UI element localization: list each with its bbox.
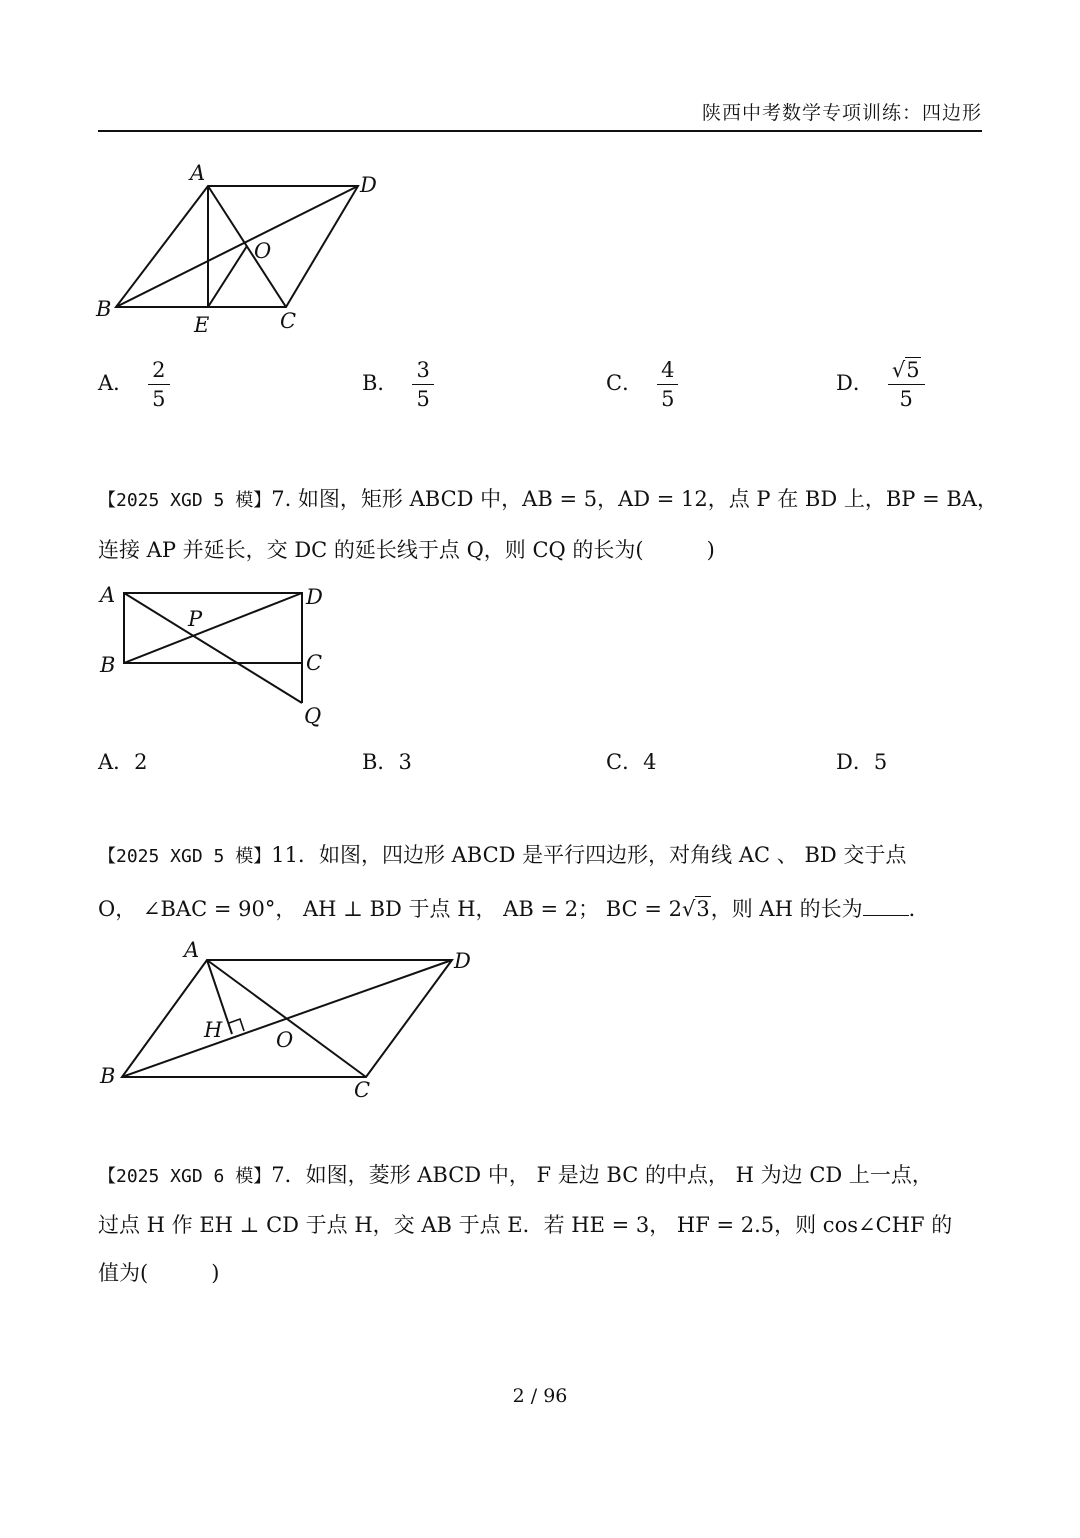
label-d: D [360,173,377,197]
question-7b-line1: 【2025 XGD 6 模】7．如图，菱形 ABCD 中， F 是边 BC 的中点， H 为边 CD 上一点， [98,1163,933,1187]
label-h: H [204,1018,223,1042]
question-7-line2: 连接 AP 并延长，交 DC 的延长线于点 Q，则 CQ 的长为( ) [98,538,715,562]
label-b: B [100,653,116,677]
question-7-line1: 【2025 XGD 5 模】7. 如图，矩形 ABCD 中，AB = 5，AD = 12，点 P 在 BD 上，BP = BA， [98,487,998,511]
option-d[interactable]: D． $\frac{√5}{5}$ [836,358,925,411]
diagonal-bd [124,593,302,663]
option-a[interactable]: A．2 [98,750,148,774]
label-p: P [188,607,203,631]
fraction: $\frac{√5}{5}$ [888,358,925,411]
figure-parallelogram-ah [94,935,484,1105]
question-11-line2: O， ∠BAC = 90°， AH ⊥ BD 于点 H， AB = 2； BC = 2√3，则 AH 的长为 ． [98,894,930,924]
label-c: C [280,309,297,333]
label-e: E [194,313,210,337]
label-b: B [96,297,112,321]
label-c: C [306,651,323,675]
fraction: $\frac{2}{5}$ [148,358,169,411]
option-a[interactable]: A． $\frac{2}{5}$ [98,358,170,411]
question-11-line1: 【2025 XGD 5 模】11．如图，四边形 ABCD 是平行四边形，对角线 AC 、 BD 交于点 [98,843,907,867]
label-a: A [100,583,116,607]
figure-rectangle-pq [94,580,344,730]
sqrt: √5 [891,358,920,382]
question-tag: 【2025 XGD 6 模】 [98,1166,272,1187]
label-b: B [100,1064,116,1088]
segment-oe [208,246,247,307]
option-b[interactable]: B． $\frac{3}{5}$ [362,358,434,411]
label-q: Q [304,704,322,728]
header-title: 陕西中考数学专项训练：四边形 [701,102,982,124]
question-7b-line3: 值为( ) [98,1261,220,1285]
fraction: $\frac{3}{5}$ [412,358,433,411]
option-c[interactable]: C．4 [606,750,657,774]
option-d[interactable]: D．5 [836,750,888,774]
label-d: D [306,585,323,609]
fraction: $\frac{4}{5}$ [657,358,678,411]
question-7b-line2: 过点 H 作 EH ⊥ CD 于点 H，交 AB 于点 E．若 HE = 3， HF = 2.5，则 cos∠CHF 的 [98,1213,953,1237]
label-a: A [190,161,206,185]
label-o: O [276,1028,294,1052]
label-d: D [454,949,471,973]
option-c[interactable]: C． $\frac{4}{5}$ [606,358,678,411]
option-b[interactable]: B．3 [362,750,412,774]
answer-blank[interactable] [863,895,909,916]
segment-aq [124,593,302,703]
page-header [98,96,982,132]
figure-parallelogram-aeo [90,160,390,340]
question-tag: 【2025 XGD 5 模】 [98,846,272,867]
label-c: C [354,1078,371,1102]
sqrt: √3 [681,897,710,921]
label-a: A [184,938,200,962]
diagonal-ac [207,960,366,1077]
label-o: O [254,239,272,263]
question-tag: 【2025 XGD 5 模】 [98,490,272,511]
page-number: 2 / 96 [512,1385,568,1407]
